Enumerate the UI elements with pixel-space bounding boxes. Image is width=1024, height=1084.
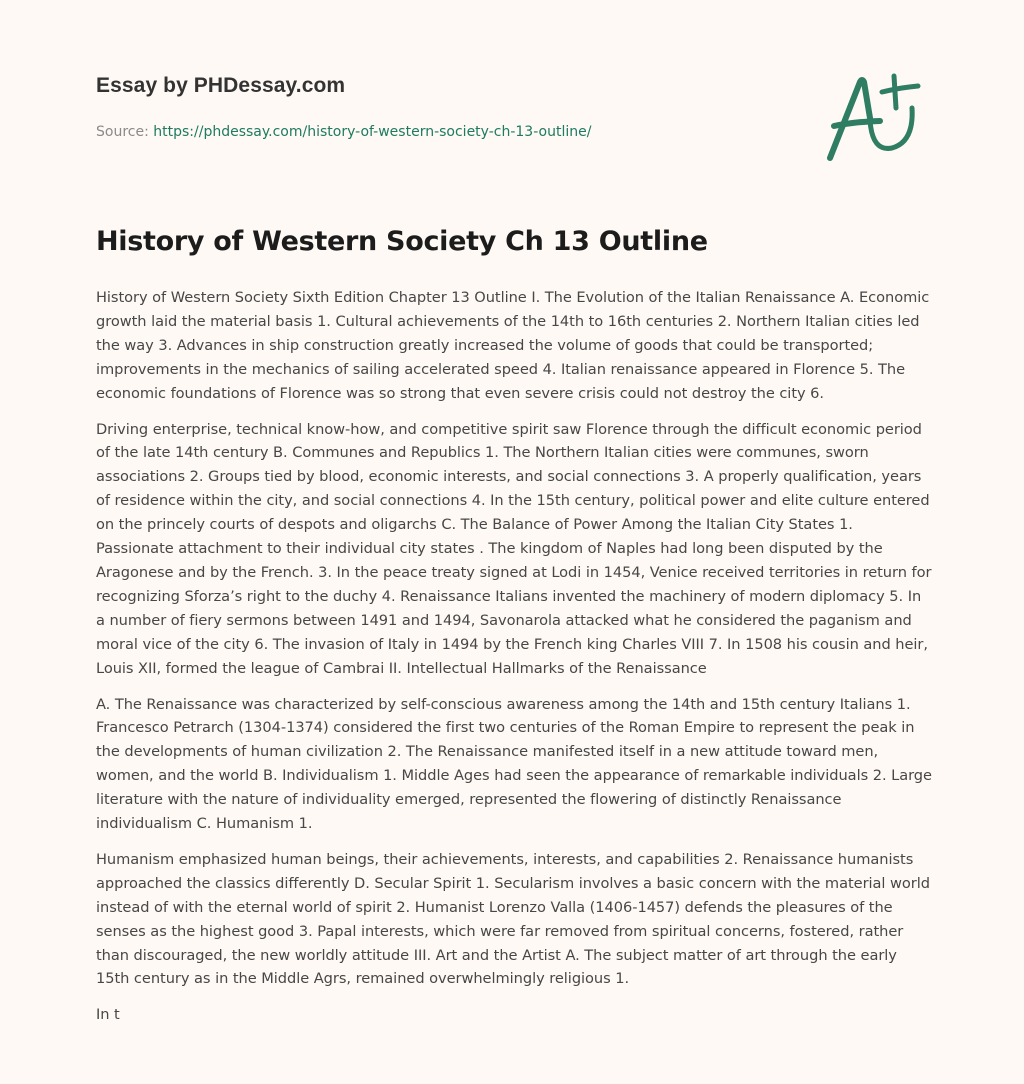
source-link[interactable]: https://phdessay.com/history-of-western-society-ch-13-outline/ xyxy=(153,124,592,140)
article-paragraph-1: History of Western Society Sixth Edition Chapter 13 Outline I. The Evolution of the Italian Renaissance A. Economic growth laid the material basis 1. Cultural achievements of the 14th to 16th centuries 2. Northern Italian cities led the way 3. Advances in ship construction greatly increased the volume of goods that could be transported; improvements in the mechanics of sailing accelerated speed 4. Italian renaissance appeared in Florence 5. The economic foundations of Florence was so strong that even severe crisis could not destroy the city 6. xyxy=(96,289,930,402)
article-paragraph-5-truncated: In t xyxy=(96,1006,120,1024)
a-plus-grade-icon xyxy=(822,68,932,164)
article-paragraph-3: A. The Renaissance was characterized by self-conscious awareness among the 14th and 15th century Italians 1. Francesco Petrarch (1304-1374) considered the first two centuries of the Roman Empire to represent the peak in the developments of human civilization 2. The Renaissance manifested itself in a new attitude toward men, women, and the world B. Individualism 1. Middle Ages had seen the appearance of remarkable individuals 2. Large literature with the nature of individuality emerged, represented the flowering of distinctly Renaissance individualism C. Humanism 1. xyxy=(96,695,932,833)
source-line xyxy=(96,124,796,140)
article-body xyxy=(96,286,934,1039)
page-header xyxy=(96,74,796,140)
article-paragraph-4: Humanism emphasized human beings, their achievements, interests, and capabilities 2. Renaissance humanists approached the classics differently D. Secular Spirit 1. Secularism involves a basic concern with the material world instead of with the eternal world of spirit 2. Humanist Lorenzo Valla (1406-1457) defends the pleasures of the senses as the highest good 3. Papal interests, which were far removed from spiritual concerns, fostered, rather than discouraged, the new worldly attitude III. Art and the Artist A. The subject matter of art through the early 15th century as in the Middle Agrs, remained overwhelmingly religious 1. xyxy=(96,850,930,988)
article-paragraph-2: Driving enterprise, technical know-how, and competitive spirit saw Florence through the difficult economic period of the late 14th century B. Communes and Republics 1. The Northern Italian cities were communes, sworn associations 2. Groups tied by blood, economic interests, and social connections 3. A properly qualification, years of residence within the city, and social connections 4. In the 15th century, political power and elite culture entered on the princely courts of despots and oligarchs C. The Balance of Power Among the Italian City States 1. Passionate attachment to their individual city states . The kingdom of Naples had long been disputed by the Aragonese and by the French. 3. In the peace treaty signed at Lodi in 1454, Venice received territories in return for recognizing Sforza’s right to the duchy 4. Renaissance Italians invented the machinery of modern diplomacy 5. In a number of fiery sermons between 1491 and 1494, Savonarola attacked what he considered the paganism and moral vice of the city 6. The invasion of Italy in 1494 by the French king Charles VIII 7. In 1508 his cousin and heir, Louis XII, formed the league of Cambrai II. Intellectual Hallmarks of the Renaissance xyxy=(96,420,932,677)
source-label: Source: xyxy=(96,124,149,140)
article-title: History of Western Society Ch 13 Outline xyxy=(96,226,708,257)
brand-name: Essay by PHDessay.com xyxy=(96,74,346,97)
